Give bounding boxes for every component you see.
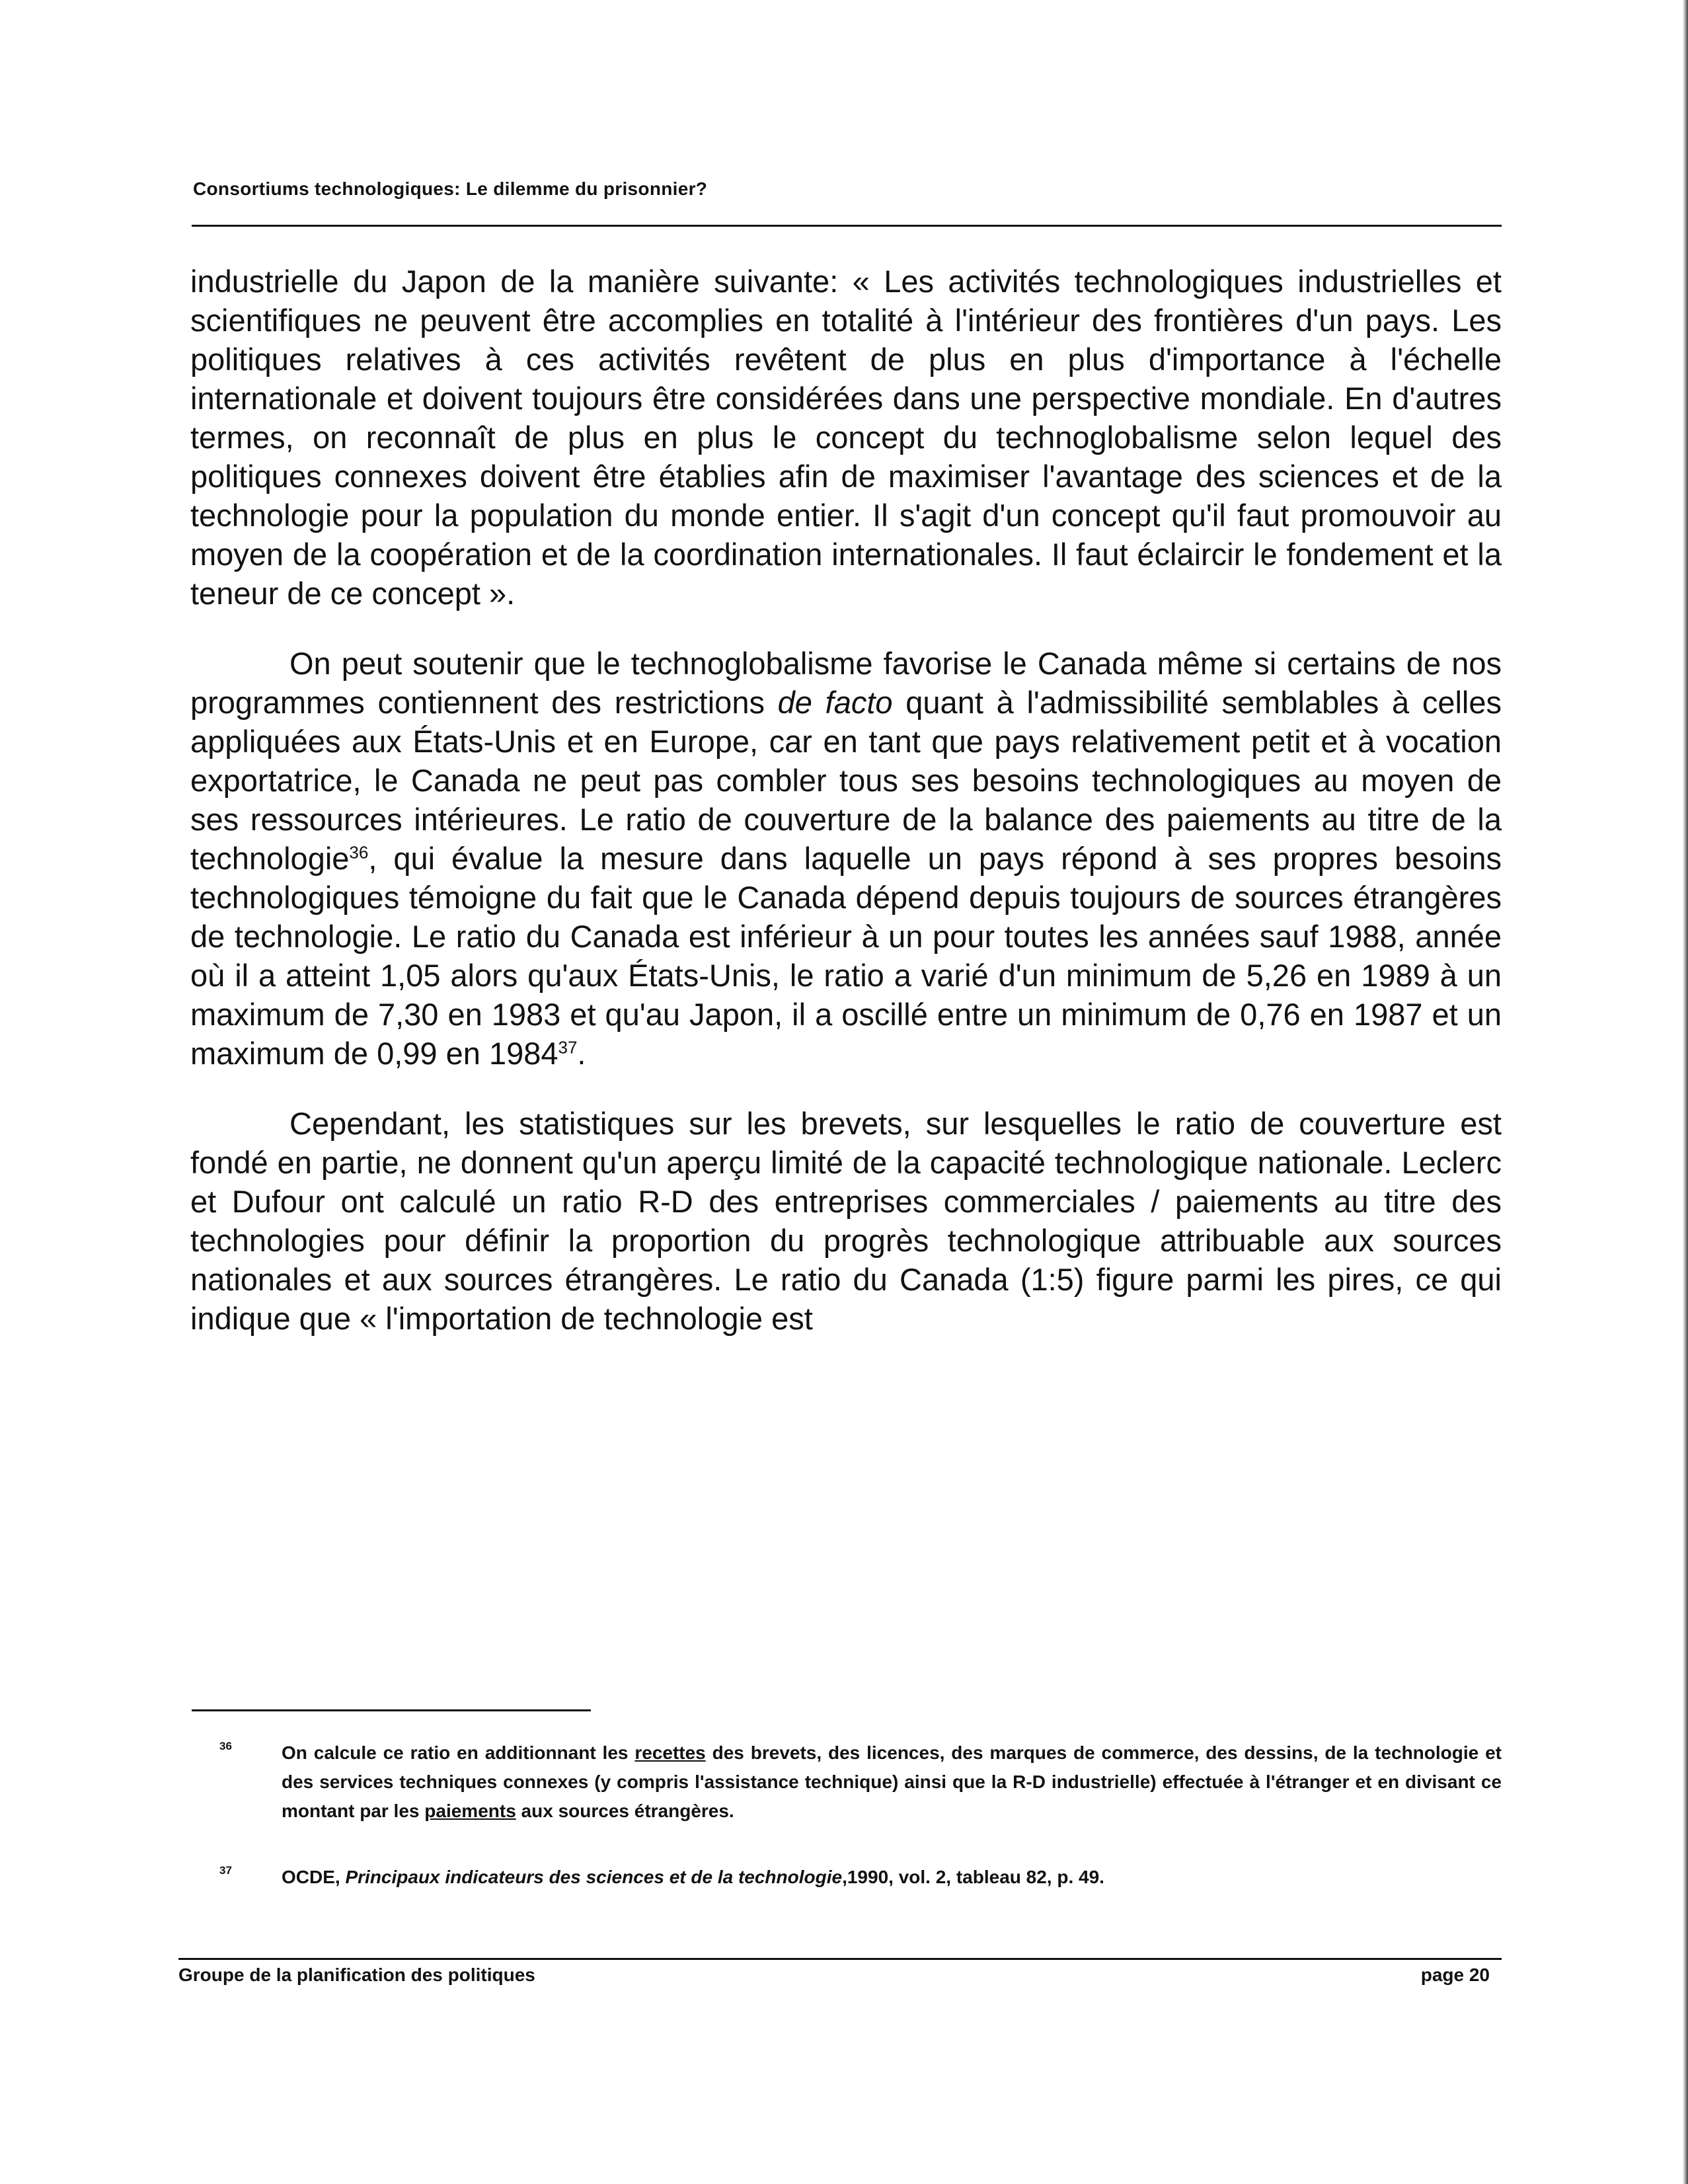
body-text (190, 262, 1502, 1338)
paragraph-2-text-d: . (577, 1036, 586, 1071)
footnote-37-italic-title: Principaux indicateurs des sciences et de la technologie (345, 1867, 843, 1887)
footnote-rule (192, 1709, 591, 1711)
header-rule (192, 225, 1502, 227)
footnote-36-number: 36 (219, 1740, 232, 1752)
footnote-37-text-b: ,1990, vol. 2, tableau 82, p. 49. (842, 1867, 1104, 1887)
paragraph-3: Cependant, les statistiques sur les brevets, sur lesquelles le ratio de couverture est fondé en partie, ne donnent qu'un aperçu limité de la capacité technologique nationale. Leclerc et Dufour ont calculé un ratio R-D des entreprises commerciales / paiements au titre des technologies pour définir la proportion du progrès technologique attribuable aux sources nationales et aux sources étrangères. Le ratio du Canada (1:5) figure parmi les pires, ce qui indique que « l'importation de technologie est (190, 1106, 1502, 1336)
scan-edge-shadow (1683, 0, 1688, 2184)
footnote-36-text-c: aux sources étrangères. (516, 1801, 734, 1821)
paragraph-2-text-b: quant à l'admissibilité semblables à celles appliquées aux États-Unis et en Europe, car en tant que pays relativement petit et à vocation exportatrice, le Canada ne peut pas combler tous ses besoins technologiques au moyen de ses ressources intérieures. Le ratio de couverture de la balance des paiements au titre de la technologie (190, 685, 1502, 876)
paragraph-2 (190, 644, 1502, 1073)
paragraph-2-text-a: On peut soutenir que le technoglobalisme favorise le Canada même si certains de nos programmes contiennent des restrictions (190, 646, 1502, 720)
footnote-ref-37[interactable]: 37 (558, 1037, 578, 1058)
footer-rule (178, 1958, 1502, 1960)
footnote-ref-36[interactable]: 36 (349, 842, 369, 863)
running-header: Consortiums technologiques: Le dilemme du prisonnier? (193, 178, 708, 199)
footer-organization: Groupe de la planification des politiques (178, 1965, 535, 1985)
footnote-36-text-b: des brevets, des licences, des marques de commerce, des dessins, de la technologie et des services techniques connexes (y compris l'assistance technique) ainsi que la R-D industrielle) effectuée à l'étranger et en divisant ce montant par les (282, 1742, 1502, 1821)
paragraph-2-italic-term: de facto (777, 685, 893, 720)
page-number: page 20 (1420, 1965, 1490, 1985)
footnote-36-text (282, 1738, 1502, 1826)
footnote-37-text (282, 1863, 1502, 1892)
footnote-36-underline-paiements: paiements (424, 1801, 516, 1821)
footnote-37-number: 37 (219, 1864, 232, 1877)
footnote-36-text-a: On calcule ce ratio en additionnant les (282, 1742, 635, 1763)
footnote-37 (193, 1863, 1502, 1892)
footnote-36 (193, 1738, 1502, 1826)
footnote-36-underline-recettes: recettes (634, 1742, 706, 1763)
paragraph-1: industrielle du Japon de la manière suivante: « Les activités technologiques industrielles et scientifiques ne peuvent être accomplies en totalité à l'intérieur des frontières d'un pays. Les politiques relatives à ces activités revêtent de plus en plus d'importance à l'échelle internationale et doivent toujours être considérées dans une perspective mondiale. En d'autres termes, on reconnaît de plus en plus le concept du technoglobalisme selon lequel des politiques connexes doivent être établies afin de maximiser l'avantage des sciences et de la technologie pour la population du monde entier. Il s'agit d'un concept qu'il faut promouvoir au moyen de la coopération et de la coordination internationales. Il faut éclaircir le fondement et la teneur de ce concept ». (190, 264, 1502, 611)
paragraph-2-text-c: , qui évalue la mesure dans laquelle un pays répond à ses propres besoins technologiques témoigne du fait que le Canada dépend depuis toujours de sources étrangères de technologie. Le ratio du Canada est inférieur à un pour toutes les années sauf 1988, année où il a atteint 1,05 alors qu'aux États-Unis, le ratio a varié d'un minimum de 5,26 en 1989 à un maximum de 7,30 en 1983 et qu'au Japon, il a oscillé entre un minimum de 0,76 en 1987 et un maximum de 0,99 en 1984 (190, 841, 1502, 1071)
footnote-37-text-a: OCDE, (282, 1867, 346, 1887)
